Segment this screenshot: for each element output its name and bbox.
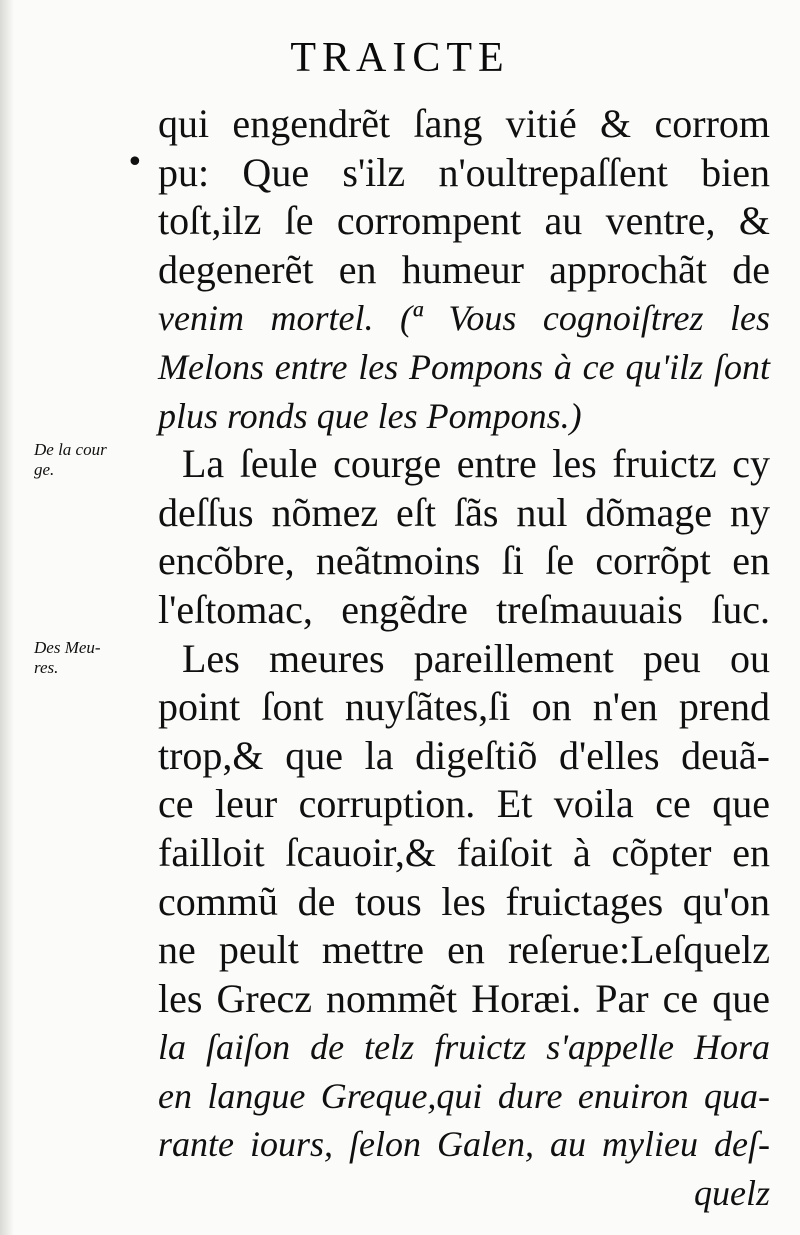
text-line: trop,& que la digeſtiõ d'elles deuã- (158, 732, 770, 778)
text-line: pu: Que s'ilz n'oultrepaſſent bien (158, 149, 770, 195)
text-line: encõbre, neãtmoins ſi ſe corrõpt en (158, 538, 770, 584)
text-line: venim mortel. (ª Vous cognoiſtrez les (158, 298, 770, 339)
margin-note-line: res. (34, 658, 59, 677)
text-line: commũ de tous les fruictages qu'on (158, 878, 770, 924)
body-text (158, 100, 770, 1218)
margin-note-courge (34, 440, 107, 480)
margin-note-line: ge. (34, 460, 55, 479)
text-line: Les meures pareillement peu ou (182, 635, 770, 681)
text-line: degenerẽt en humeur approchãt de (158, 246, 770, 292)
margin-note-meures (34, 638, 101, 678)
text-line: ce leur corruption. Et voila ce que (158, 781, 770, 827)
text-line: failloit ſcauoir,& faiſoit à cõpter en (158, 829, 770, 875)
text-line: en langue Greque,qui dure enuiron qua- (158, 1075, 770, 1116)
text-line: rante iours, ſelon Galen, au mylieu deſ- (158, 1124, 770, 1165)
marginal-dot: • (126, 145, 144, 180)
text-line: ne peult mettre en reſerue:Leſquelz (158, 927, 770, 973)
text-line: la ſaiſon de telz fruictz s'appelle Hora (158, 1027, 770, 1068)
margin-note-line: Des Meu- (34, 638, 101, 657)
text-line: quelz (694, 1173, 770, 1214)
text-line: les Grecz nommẽt Horæi. Par ce que (158, 975, 770, 1021)
margin-note-line: De la cour (34, 440, 107, 459)
text-line: l'eſtomac, engẽdre treſmauuais ſuc. (158, 586, 770, 632)
text-line: qui engendrẽt ſang vitié & corrom (158, 101, 770, 146)
text-line: point ſont nuyſãtes,ſi on n'en prend (158, 684, 770, 730)
text-line: deſſus nõmez eſt ſãs nul dõmage ny (158, 489, 770, 535)
text-line: toſt,ilz ſe corrompent au ventre, & (158, 198, 770, 244)
text-line: La ſeule courge entre les fruictz cy (182, 441, 770, 487)
running-header: TRAICTE (290, 35, 510, 81)
text-line: Melons entre les Pompons à ce qu'ilz ſont (158, 346, 770, 387)
text-line: plus ronds que les Pompons.) (158, 395, 582, 436)
